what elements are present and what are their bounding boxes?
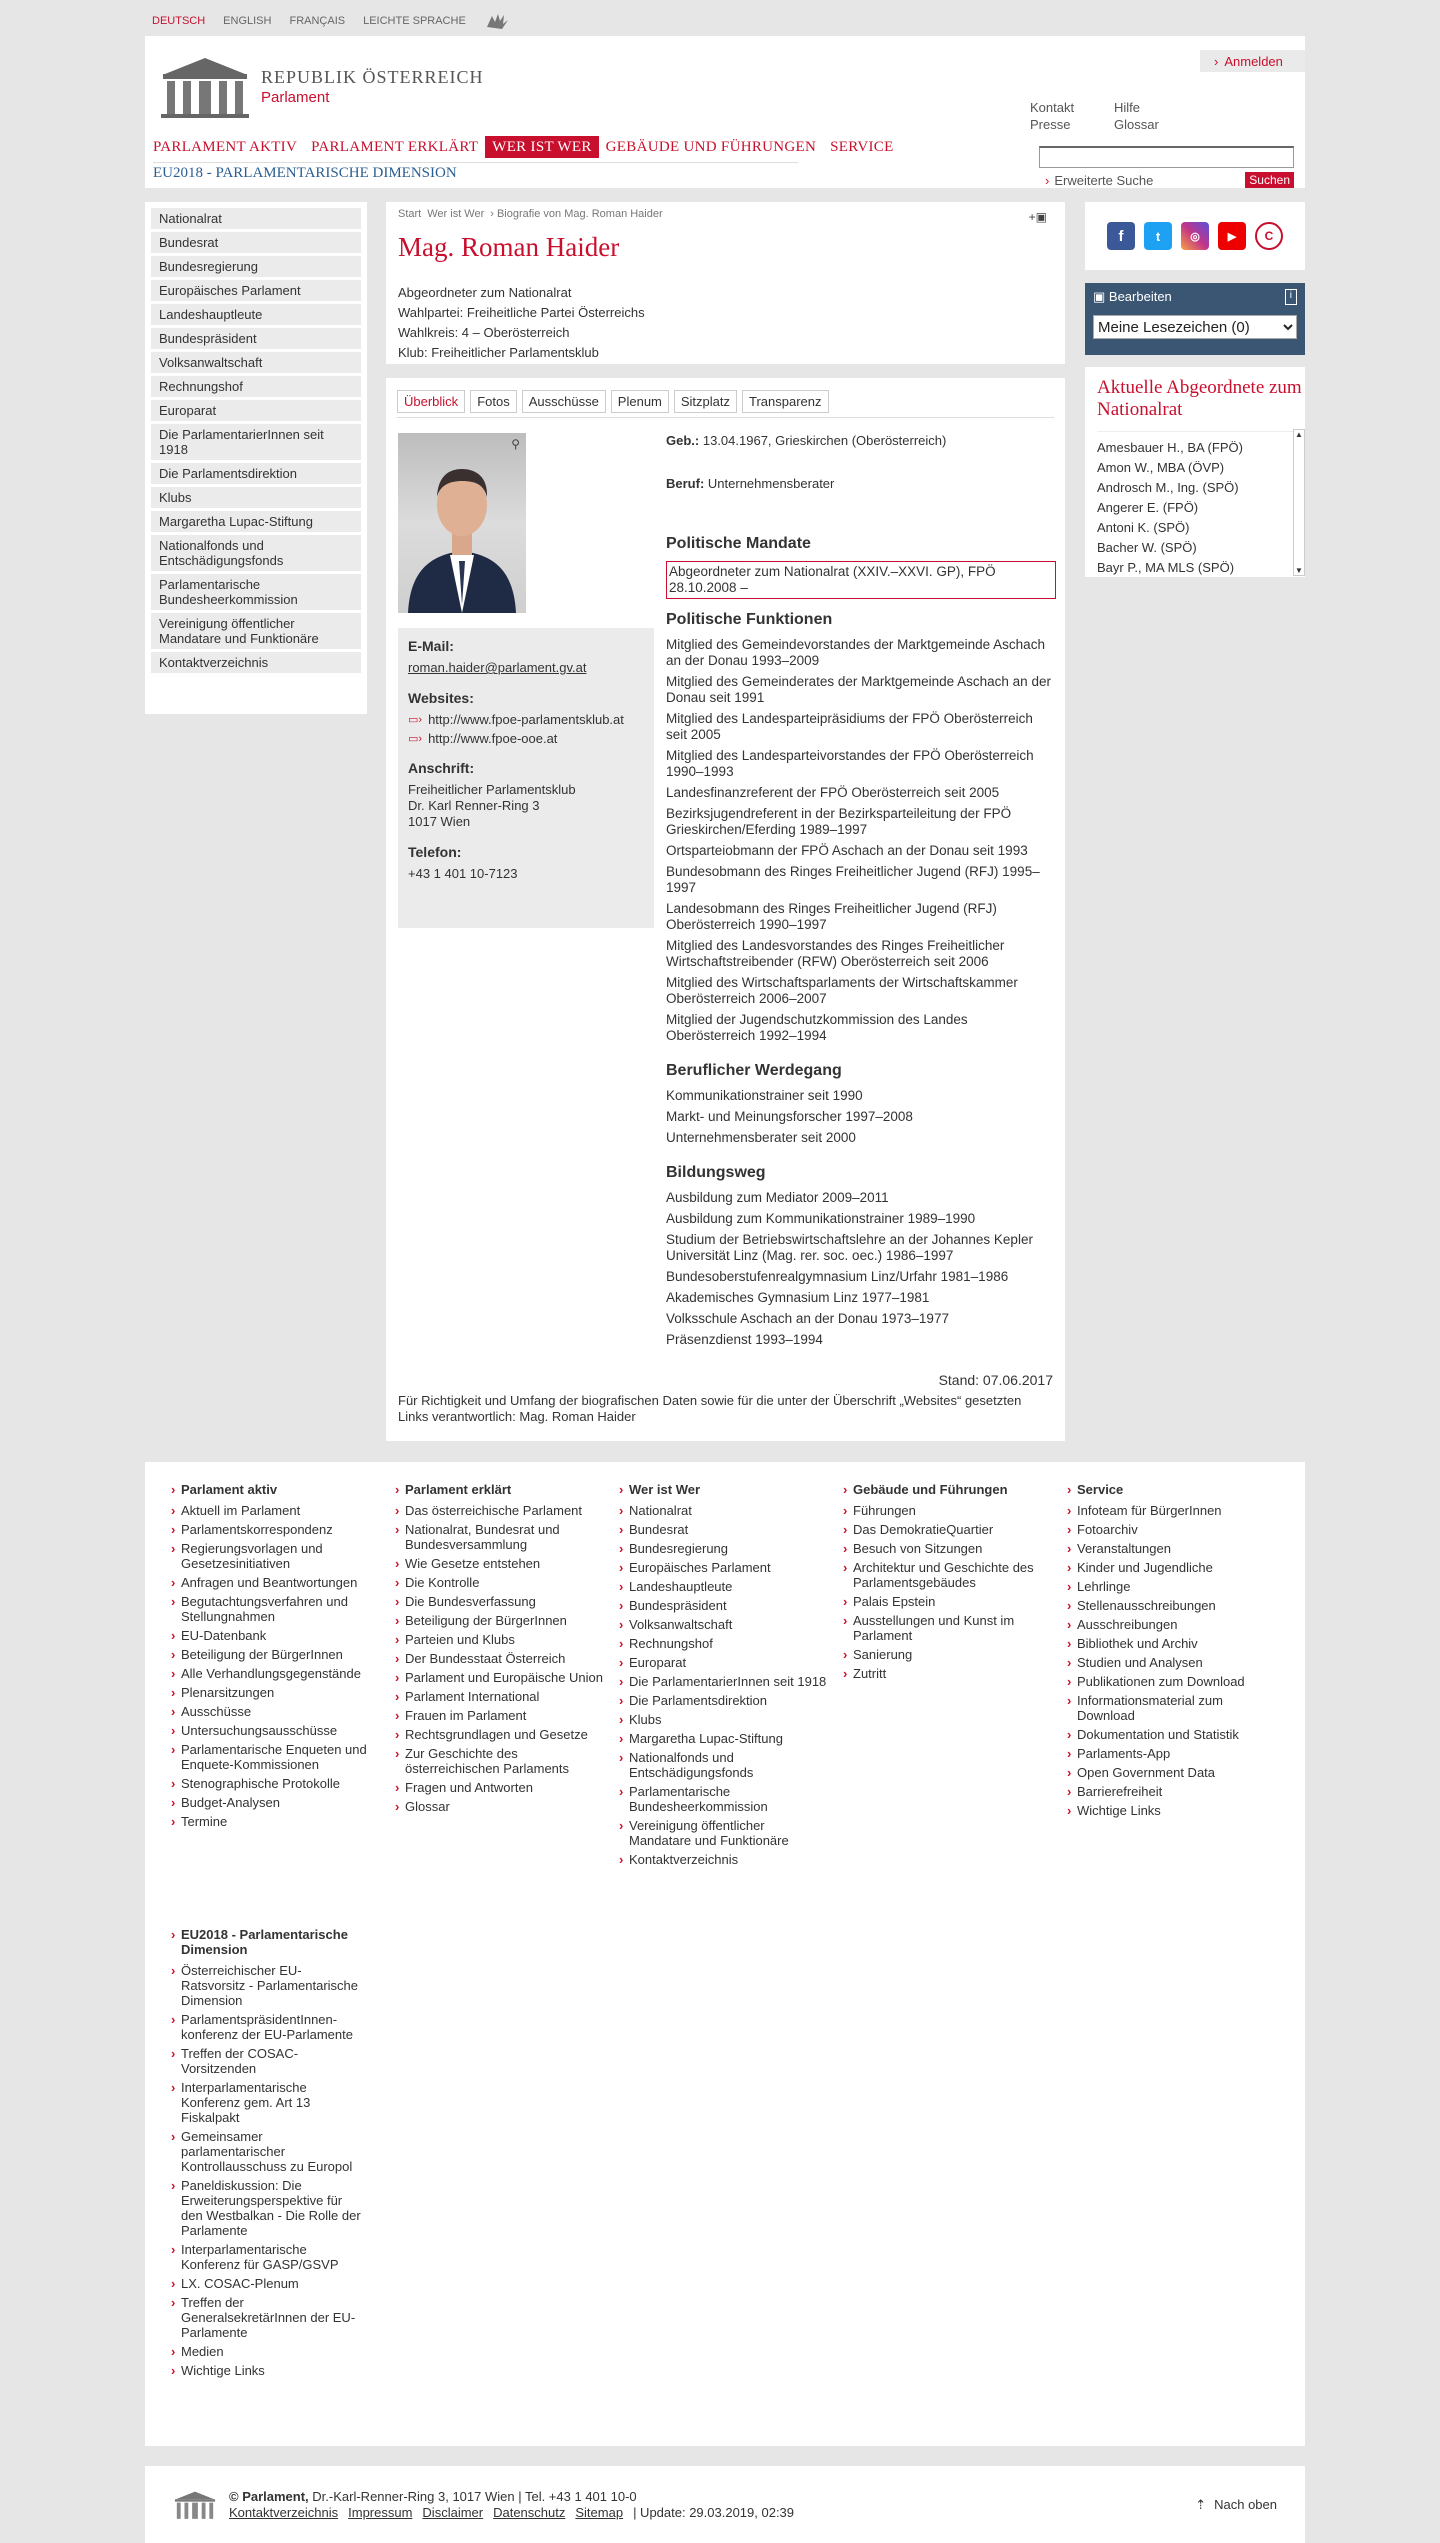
member-link[interactable]: Amesbauer H., BA (FPÖ) bbox=[1097, 440, 1243, 455]
footer-link[interactable]: › Besuch von Sitzungen bbox=[843, 1541, 1053, 1556]
bookmarks-panel bbox=[1085, 283, 1305, 355]
lang-francais[interactable]: FRANÇAIS bbox=[289, 15, 346, 27]
copyright: © Parlament, bbox=[229, 2488, 309, 2504]
bottom-link-kontakt[interactable]: Kontaktverzeichnis bbox=[229, 2504, 339, 2520]
nav-eu2018[interactable]: EU2018 - PARLAMENTARISCHE DIMENSION bbox=[153, 162, 798, 184]
footer-link[interactable]: › Parlamentskorrespondenz bbox=[171, 1522, 381, 1537]
scroll-down-icon[interactable]: ▼ bbox=[1295, 566, 1303, 575]
search-button[interactable]: Suchen bbox=[1245, 172, 1294, 188]
footer-link[interactable]: › Treffen der GeneralsekretärInnen der EU-Parlamente bbox=[171, 2295, 361, 2340]
footer-link[interactable]: › Österreichischer EU-Ratsvorsitz - Parlamentarische Dimension bbox=[171, 1963, 361, 2008]
footer-link[interactable]: › Kontaktverzeichnis bbox=[619, 1852, 829, 1867]
footer-link[interactable]: › Ausschüsse bbox=[171, 1704, 381, 1719]
member-link[interactable]: Antoni K. (SPÖ) bbox=[1097, 520, 1190, 535]
member-link[interactable]: Bayr P., MA MLS (SPÖ) bbox=[1097, 560, 1235, 575]
tab-plenum[interactable]: Plenum bbox=[611, 390, 669, 413]
sidebar-item-bundesregierung[interactable]: Bundesregierung bbox=[151, 256, 361, 277]
footer-link[interactable]: › Publikationen zum Download bbox=[1067, 1674, 1277, 1689]
main-navigation bbox=[153, 136, 901, 158]
list-item: Mitglied des Gemeinderates der Marktgemeinde Aschach an der Donau seit 1991 bbox=[666, 674, 1051, 705]
back-to-top-label: Nach oben bbox=[1214, 2496, 1277, 2512]
nav-parlament-erklaert[interactable]: PARLAMENT ERKLÄRT bbox=[311, 139, 479, 155]
footer-link[interactable]: › Nationalrat, Bundesrat und Bundesversammlung bbox=[395, 1522, 605, 1552]
bottom-links bbox=[229, 2505, 794, 2521]
footer-link[interactable]: › Wichtige Links bbox=[1067, 1803, 1277, 1818]
parliament-building-icon bbox=[173, 2489, 217, 2521]
footer-link[interactable]: › Wie Gesetze entstehen bbox=[395, 1556, 605, 1571]
footer-link[interactable]: › Parlaments-App bbox=[1067, 1746, 1277, 1761]
external-link-icon: ▭› bbox=[408, 714, 423, 726]
footer-link[interactable]: › Veranstaltungen bbox=[1067, 1541, 1277, 1556]
footer-link[interactable]: › Regierungsvorlagen und Gesetzesinitiativen bbox=[171, 1541, 381, 1571]
websites-heading: Websites: bbox=[408, 690, 474, 706]
footer-link[interactable]: › Interparlamentarische Konferenz für GASP/GSVP bbox=[171, 2242, 361, 2272]
list-item: Mitglied des Wirtschaftsparlaments der Wirtschaftskammer Oberösterreich 2006–2007 bbox=[666, 975, 1018, 1006]
sign-language-icon[interactable] bbox=[484, 12, 510, 30]
kontakt-link[interactable]: Kontakt bbox=[1030, 100, 1075, 115]
sidebar-item-bundespraesident[interactable]: Bundespräsident bbox=[151, 328, 361, 349]
footer-link[interactable]: › Bundesrat bbox=[619, 1522, 829, 1537]
nav-wer-ist-wer[interactable]: WER IST WER bbox=[485, 136, 598, 158]
footer-link[interactable]: › Parlament International bbox=[395, 1689, 605, 1704]
footer-link[interactable]: › Interparlamentarische Konferenz gem. Art 13 Fiskalpakt bbox=[171, 2080, 361, 2125]
list-item: Bundesobmann des Ringes Freiheitlicher Jugend (RFJ) 1995–1997 bbox=[666, 864, 1040, 895]
address-line: 1017 Wien bbox=[408, 814, 471, 829]
sidebar-item-volksanwaltschaft[interactable]: Volksanwaltschaft bbox=[151, 352, 361, 373]
footer-col-title[interactable]: › Gebäude und Führungen bbox=[843, 1482, 1053, 1497]
portrait-photo[interactable] bbox=[398, 433, 526, 613]
tab-ueberblick[interactable]: Überblick bbox=[397, 390, 465, 413]
external-link-icon: ▭› bbox=[408, 733, 423, 745]
nav-service[interactable]: SERVICE bbox=[830, 139, 894, 155]
list-item: Ortsparteiobmann der FPÖ Aschach an der Donau seit 1993 bbox=[666, 843, 1028, 858]
footer-link[interactable]: › Informationsmaterial zum Download bbox=[1067, 1693, 1277, 1723]
sidebar-item-europarat[interactable]: Europarat bbox=[151, 400, 361, 421]
list-item: Bundesoberstufenrealgymnasium Linz/Urfahr 1981–1986 bbox=[666, 1269, 1009, 1284]
mandates-heading: Politische Mandate bbox=[666, 535, 811, 552]
logo-subtitle: Parlament bbox=[261, 88, 330, 106]
person-constituency: Wahlkreis: 4 – Oberösterreich bbox=[398, 325, 570, 340]
flickr-icon[interactable]: C bbox=[1255, 222, 1283, 250]
footer-col-title[interactable]: › Wer ist Wer bbox=[619, 1482, 829, 1497]
list-item: Mitglied des Landesparteipräsidiums der FPÖ Oberösterreich seit 2005 bbox=[666, 711, 1033, 742]
footer-link[interactable]: › Parteien und Klubs bbox=[395, 1632, 605, 1647]
footer-link[interactable]: › Parlamentarische Enqueten und Enquete-Kommissionen bbox=[171, 1742, 381, 1772]
address-line: Freiheitlicher Parlamentsklub bbox=[408, 782, 576, 797]
footer-col-title[interactable]: › Parlament erklärt bbox=[395, 1482, 605, 1497]
login-label: Anmelden bbox=[1224, 53, 1283, 69]
current-members-panel bbox=[1085, 367, 1305, 577]
footer-link[interactable]: › Kinder und Jugendliche bbox=[1067, 1560, 1277, 1575]
footer-link[interactable]: › Die Bundesverfassung bbox=[395, 1594, 605, 1609]
list-item: Mitglied des Landesparteivorstandes der FPÖ Oberösterreich 1990–1993 bbox=[666, 748, 1034, 779]
footer-link[interactable]: › Parlamentarische Bundesheerkommission bbox=[619, 1784, 829, 1814]
crumb-current: › Biografie von Mag. Roman Haider bbox=[490, 208, 662, 220]
footer-col-wer-ist-wer bbox=[619, 1482, 829, 1871]
footer-link[interactable]: › Beteiligung der BürgerInnen bbox=[171, 1647, 381, 1662]
contact-box bbox=[398, 628, 654, 928]
footer-link[interactable]: › Margaretha Lupac-Stiftung bbox=[619, 1731, 829, 1746]
footer-col-parlament-erklaert bbox=[395, 1482, 605, 1818]
footer-link[interactable]: › Begutachtungsverfahren und Stellungnahmen bbox=[171, 1594, 381, 1624]
tab-transparenz[interactable]: Transparenz bbox=[742, 390, 829, 413]
nav-parlament-aktiv[interactable]: PARLAMENT AKTIV bbox=[153, 139, 298, 155]
footer-col-service bbox=[1067, 1482, 1277, 1822]
email-heading: E-Mail: bbox=[408, 638, 454, 654]
sidebar-item-rechnungshof[interactable]: Rechnungshof bbox=[151, 376, 361, 397]
logo-title: REPUBLIK ÖSTERREICH bbox=[261, 66, 484, 87]
address-heading: Anschrift: bbox=[408, 760, 475, 776]
bio-details bbox=[666, 433, 1056, 1353]
profession-label: Beruf: bbox=[666, 476, 705, 491]
birth-label: Geb.: bbox=[666, 433, 700, 448]
website-link[interactable]: http://www.fpoe-parlamentsklub.at bbox=[428, 712, 624, 727]
bottom-link-impressum[interactable]: Impressum bbox=[348, 2504, 413, 2520]
footer-link[interactable]: › Bibliothek und Archiv bbox=[1067, 1636, 1277, 1651]
footer-col-parlament-aktiv bbox=[171, 1482, 381, 1833]
footer-link[interactable]: › Parlament und Europäische Union bbox=[395, 1670, 605, 1685]
list-item: Mitglied des Gemeindevorstandes der Marktgemeinde Aschach an der Donau 1993–2009 bbox=[666, 637, 1045, 668]
footer-link[interactable]: › Beteiligung der BürgerInnen bbox=[395, 1613, 605, 1628]
footer-link[interactable]: › Palais Epstein bbox=[843, 1594, 1053, 1609]
footer-link[interactable]: › Fotoarchiv bbox=[1067, 1522, 1277, 1537]
person-role: Abgeordneter zum Nationalrat bbox=[398, 285, 572, 300]
footer-link[interactable]: › Landeshauptleute bbox=[619, 1579, 829, 1594]
bottom-address: Dr.-Karl-Renner-Ring 3, 1017 Wien | Tel. +43 1 401 10-0 bbox=[312, 2488, 637, 2504]
bio-tabs bbox=[397, 390, 1054, 418]
login-button[interactable]: › Anmelden bbox=[1200, 50, 1305, 72]
bottom-link-sitemap[interactable]: Sitemap bbox=[575, 2504, 624, 2520]
footer-link[interactable]: › Zutritt bbox=[843, 1666, 1053, 1681]
career-heading: Beruflicher Werdegang bbox=[666, 1062, 842, 1079]
crumb-start[interactable]: Start bbox=[398, 208, 422, 220]
list-item: Studium der Betriebswirtschaftslehre an der Johannes Kepler Universität Linz (Mag. rer. soc. oec.) 1986–1997 bbox=[666, 1232, 1033, 1263]
footer-link[interactable]: › Bundespräsident bbox=[619, 1598, 829, 1613]
footer-link[interactable]: › Anfragen und Beantwortungen bbox=[171, 1575, 381, 1590]
footer-link[interactable]: › LX. COSAC-Plenum bbox=[171, 2276, 361, 2291]
footer-link[interactable]: › Klubs bbox=[619, 1712, 829, 1727]
footer-link[interactable]: › Barrierefreiheit bbox=[1067, 1784, 1277, 1799]
profession-value: Unternehmensberater bbox=[707, 476, 835, 491]
person-summary bbox=[398, 283, 1053, 363]
bookmark-add-icon[interactable]: +▣ bbox=[1028, 210, 1047, 224]
sidebar-item-eu-parlament[interactable]: Europäisches Parlament bbox=[151, 280, 361, 301]
sidebar-item-kontaktverzeichnis[interactable]: Kontaktverzeichnis bbox=[151, 652, 361, 673]
sidebar-item-bundesheerkommission[interactable]: Parlamentarische Bundesheerkommission bbox=[151, 574, 361, 610]
breadcrumb bbox=[398, 208, 1053, 220]
sidebar-item-klubs[interactable]: Klubs bbox=[151, 487, 361, 508]
footer-link[interactable]: › Gemeinsamer parlamentarischer Kontrollausschuss zu Europol bbox=[171, 2129, 361, 2174]
footer-link[interactable]: › Treffen der COSAC-Vorsitzenden bbox=[171, 2046, 361, 2076]
header bbox=[145, 36, 1305, 188]
advanced-search-label: Erweiterte Suche bbox=[1054, 172, 1154, 188]
advanced-search-link[interactable]: › Erweiterte Suche bbox=[1045, 172, 1154, 188]
footer-link[interactable]: › Paneldiskussion: Die Erweiterungsperspektive für den Westbalkan - Die Rolle der Parlamente bbox=[171, 2178, 361, 2238]
footer-link[interactable]: › Die Parlamentsdirektion bbox=[619, 1693, 829, 1708]
zoom-icon[interactable]: ⚲ bbox=[511, 437, 520, 451]
list-item: Volksschule Aschach an der Donau 1973–1977 bbox=[666, 1311, 949, 1326]
footer-link[interactable]: › Die Kontrolle bbox=[395, 1575, 605, 1590]
list-item: Präsenzdienst 1993–1994 bbox=[666, 1332, 823, 1347]
footer-link[interactable]: › Glossar bbox=[395, 1799, 605, 1814]
presse-link[interactable]: Presse bbox=[1030, 117, 1071, 132]
parliament-logo[interactable] bbox=[159, 54, 484, 118]
footer-link[interactable]: › Europäisches Parlament bbox=[619, 1560, 829, 1575]
sidebar-item-bundesrat[interactable]: Bundesrat bbox=[151, 232, 361, 253]
functions-list bbox=[666, 637, 1056, 1044]
sidebar-item-nationalrat[interactable]: Nationalrat bbox=[151, 208, 361, 229]
utility-links bbox=[1030, 100, 1194, 132]
crumb-wer-ist-wer[interactable]: Wer ist Wer bbox=[427, 208, 485, 220]
hilfe-link[interactable]: Hilfe bbox=[1114, 100, 1141, 115]
bookmarks-select[interactable] bbox=[1093, 315, 1297, 339]
mandate-item: Abgeordneter zum Nationalrat (XXIV.–XXVI. GP), FPÖ 28.10.2008 – bbox=[666, 561, 1056, 599]
tab-sitzplatz[interactable]: Sitzplatz bbox=[674, 390, 737, 413]
footer-link[interactable]: › Das österreichische Parlament bbox=[395, 1503, 605, 1518]
footer-link[interactable]: › Bundesregierung bbox=[619, 1541, 829, 1556]
members-scrollbar[interactable] bbox=[1293, 429, 1305, 576]
twitter-icon[interactable]: t bbox=[1144, 222, 1172, 250]
bottom-link-disclaimer[interactable]: Disclaimer bbox=[422, 2504, 484, 2520]
update-date: | Update: 29.03.2019, 02:39 bbox=[633, 2504, 795, 2520]
footer-col-gebaeude bbox=[843, 1482, 1053, 1685]
list-item: Mitglied des Landesvorstandes des Ringes Freiheitlicher Wirtschaftstreibender (RFW) Oberösterreich seit 2006 bbox=[666, 938, 1005, 969]
sidebar-navigation bbox=[145, 202, 367, 714]
footer-col-title[interactable]: › Parlament aktiv bbox=[171, 1482, 381, 1497]
list-item: Landesobmann des Ringes Freiheitlicher Jugend (RFJ) Oberösterreich 1990–1997 bbox=[666, 901, 997, 932]
footer-link[interactable]: › Infoteam für BürgerInnen bbox=[1067, 1503, 1277, 1518]
edit-icon: ▣ bbox=[1093, 289, 1109, 304]
footer-link[interactable]: › Dokumentation und Statistik bbox=[1067, 1727, 1277, 1742]
edit-label[interactable]: Bearbeiten bbox=[1108, 289, 1172, 304]
footer-link[interactable]: › Rechtsgrundlagen und Gesetze bbox=[395, 1727, 605, 1742]
sidebar-item-parlamentsdirektion[interactable]: Die Parlamentsdirektion bbox=[151, 463, 361, 484]
footer-link[interactable]: › Der Bundesstaat Österreich bbox=[395, 1651, 605, 1666]
footer-link[interactable]: › Ausschreibungen bbox=[1067, 1617, 1277, 1632]
footer-link[interactable]: › Die ParlamentarierInnen seit 1918 bbox=[619, 1674, 829, 1689]
footer-link[interactable]: › Stenographische Protokolle bbox=[171, 1776, 381, 1791]
footer-link[interactable]: › Frauen im Parlament bbox=[395, 1708, 605, 1723]
address-block bbox=[408, 782, 644, 830]
bio-header bbox=[386, 202, 1065, 364]
social-links bbox=[1085, 202, 1305, 270]
page-title: Mag. Roman Haider bbox=[398, 232, 620, 262]
lang-deutsch[interactable]: DEUTSCH bbox=[152, 15, 206, 27]
list-item: Unternehmensberater seit 2000 bbox=[666, 1130, 856, 1145]
footer-col-eu2018 bbox=[171, 1927, 361, 2382]
instagram-icon[interactable]: ◎ bbox=[1181, 222, 1209, 250]
phone-heading: Telefon: bbox=[408, 844, 462, 860]
facebook-icon[interactable]: f bbox=[1107, 222, 1135, 250]
footer-link[interactable]: › Alle Verhandlungsgegenstände bbox=[171, 1666, 381, 1681]
member-link[interactable]: Androsch M., Ing. (SPÖ) bbox=[1097, 480, 1239, 495]
footer-link[interactable]: › Budget-Analysen bbox=[171, 1795, 381, 1810]
footer-link[interactable]: › Zur Geschichte des österreichischen Parlaments bbox=[395, 1746, 605, 1776]
scroll-up-icon[interactable]: ▲ bbox=[1295, 430, 1303, 439]
list-item: Bezirksjugendreferent in der Bezirksparteileitung der FPÖ Grieskirchen/Eferding 1989–1997 bbox=[666, 806, 1012, 837]
footer-link[interactable]: › Vereinigung öffentlicher Mandatare und Funktionäre bbox=[619, 1818, 829, 1848]
tab-fotos[interactable]: Fotos bbox=[470, 390, 517, 413]
footer-link[interactable]: › Europarat bbox=[619, 1655, 829, 1670]
list-item: Markt- und Meinungsforscher 1997–2008 bbox=[666, 1109, 913, 1124]
sidebar-item-landeshauptleute[interactable]: Landeshauptleute bbox=[151, 304, 361, 325]
list-item: Landesfinanzreferent der FPÖ Oberösterreich seit 2005 bbox=[666, 785, 1000, 800]
bio-content bbox=[386, 378, 1065, 1441]
language-bar bbox=[152, 10, 510, 32]
footer-link[interactable]: › Sanierung bbox=[843, 1647, 1053, 1662]
functions-heading: Politische Funktionen bbox=[666, 611, 833, 628]
footer-link[interactable]: › Stellenausschreibungen bbox=[1067, 1598, 1277, 1613]
bottom-bar bbox=[145, 2466, 1305, 2543]
lang-leichte-sprache[interactable]: LEICHTE SPRACHE bbox=[363, 15, 466, 27]
footer-link[interactable]: › ParlamentspräsidentInnen-konferenz der EU-Parlamente bbox=[171, 2012, 361, 2042]
parliament-building-icon bbox=[159, 54, 251, 118]
member-link[interactable]: Angerer E. (FPÖ) bbox=[1097, 500, 1199, 515]
profession-info bbox=[666, 476, 1056, 491]
footer-link[interactable]: › Aktuell im Parlament bbox=[171, 1503, 381, 1518]
arrow-up-icon: ⇡ bbox=[1195, 2496, 1207, 2512]
footer-link[interactable]: › Führungen bbox=[843, 1503, 1053, 1518]
footer-link[interactable]: › Ausstellungen und Kunst im Parlament bbox=[843, 1613, 1053, 1643]
footer-sitemap bbox=[145, 1462, 1305, 2446]
last-updated: Stand: 07.06.2017 bbox=[938, 1372, 1053, 1388]
search-input[interactable] bbox=[1039, 146, 1294, 168]
sidebar-item-vereinigung[interactable]: Vereinigung öffentlicher Mandatare und Funktionäre bbox=[151, 613, 361, 649]
list-item: Mitglied der Jugendschutzkommission des Landes Oberösterreich 1992–1994 bbox=[666, 1012, 968, 1043]
footer-link[interactable]: › Volksanwaltschaft bbox=[619, 1617, 829, 1632]
footer-col-title[interactable]: › EU2018 - Parlamentarische Dimension bbox=[171, 1927, 361, 1957]
search-box bbox=[1039, 146, 1294, 188]
footer-col-title[interactable]: › Service bbox=[1067, 1482, 1277, 1497]
glossar-link[interactable]: Glossar bbox=[1114, 117, 1159, 132]
phone-number: +43 1 401 10-7123 bbox=[408, 866, 518, 881]
footer-link[interactable]: › Das DemokratieQuartier bbox=[843, 1522, 1053, 1537]
person-club: Klub: Freiheitlicher Parlamentsklub bbox=[398, 345, 599, 360]
footer-link[interactable]: › Nationalrat bbox=[619, 1503, 829, 1518]
sidebar-item-nationalfonds[interactable]: Nationalfonds und Entschädigungsfonds bbox=[151, 535, 361, 571]
nav-gebaeude-fuehrungen[interactable]: GEBÄUDE UND FÜHRUNGEN bbox=[605, 139, 817, 155]
bottom-info bbox=[229, 2489, 794, 2521]
lang-english[interactable]: ENGLISH bbox=[223, 15, 272, 27]
current-members-title: Aktuelle Abgeordnete zum Nationalrat bbox=[1097, 377, 1302, 420]
education-heading: Bildungsweg bbox=[666, 1164, 766, 1181]
footer-link[interactable]: › Wichtige Links bbox=[171, 2363, 361, 2378]
member-link[interactable]: Amon W., MBA (ÖVP) bbox=[1097, 460, 1225, 475]
footer-link[interactable]: › Architektur und Geschichte des Parlamentsgebäudes bbox=[843, 1560, 1053, 1590]
portrait-image bbox=[398, 433, 526, 613]
back-to-top-link[interactable] bbox=[1195, 2497, 1277, 2513]
youtube-icon[interactable]: ▶ bbox=[1218, 222, 1246, 250]
footer-link[interactable]: › Fragen und Antworten bbox=[395, 1780, 605, 1795]
footer-link[interactable]: › EU-Datenbank bbox=[171, 1628, 381, 1643]
info-icon[interactable]: i bbox=[1285, 289, 1297, 305]
tab-ausschuesse[interactable]: Ausschüsse bbox=[522, 390, 606, 413]
footer-link[interactable]: › Lehrlinge bbox=[1067, 1579, 1277, 1594]
list-item: Ausbildung zum Mediator 2009–2011 bbox=[666, 1190, 889, 1205]
footer-link[interactable]: › Open Government Data bbox=[1067, 1765, 1277, 1780]
footer-link[interactable]: › Rechnungshof bbox=[619, 1636, 829, 1651]
sidebar-item-parlamentarier-1918[interactable]: Die ParlamentarierInnen seit 1918 bbox=[151, 424, 361, 460]
email-link[interactable]: roman.haider@parlament.gv.at bbox=[408, 660, 587, 675]
list-item: Ausbildung zum Kommunikationstrainer 1989–1990 bbox=[666, 1211, 976, 1226]
bottom-link-datenschutz[interactable]: Datenschutz bbox=[493, 2504, 566, 2520]
current-members-list bbox=[1097, 431, 1305, 576]
footer-link[interactable]: › Termine bbox=[171, 1814, 381, 1829]
footer-link[interactable]: › Plenarsitzungen bbox=[171, 1685, 381, 1700]
website-link[interactable]: http://www.fpoe-ooe.at bbox=[428, 731, 558, 746]
address-line: Dr. Karl Renner-Ring 3 bbox=[408, 798, 540, 813]
sidebar-item-lupac-stiftung[interactable]: Margaretha Lupac-Stiftung bbox=[151, 511, 361, 532]
list-item: Akademisches Gymnasium Linz 1977–1981 bbox=[666, 1290, 930, 1305]
member-link[interactable]: Bacher W. (SPÖ) bbox=[1097, 540, 1197, 555]
footer-link[interactable]: › Medien bbox=[171, 2344, 361, 2359]
footer-link[interactable]: › Studien und Analysen bbox=[1067, 1655, 1277, 1670]
disclaimer-text: Für Richtigkeit und Umfang der biografischen Daten sowie für die unter der Überschrift „Websites“ gesetzten Links verantwortlich: Mag. Roman Haider bbox=[398, 1393, 1022, 1424]
footer-link[interactable]: › Nationalfonds und Entschädigungsfonds bbox=[619, 1750, 829, 1780]
birth-value: 13.04.1967, Grieskirchen (Oberösterreich) bbox=[702, 433, 947, 448]
footer-link[interactable]: › Untersuchungsausschüsse bbox=[171, 1723, 381, 1738]
list-item: Kommunikationstrainer seit 1990 bbox=[666, 1088, 863, 1103]
birth-info bbox=[666, 433, 1056, 448]
person-party: Wahlpartei: Freiheitliche Partei Österreichs bbox=[398, 305, 645, 320]
